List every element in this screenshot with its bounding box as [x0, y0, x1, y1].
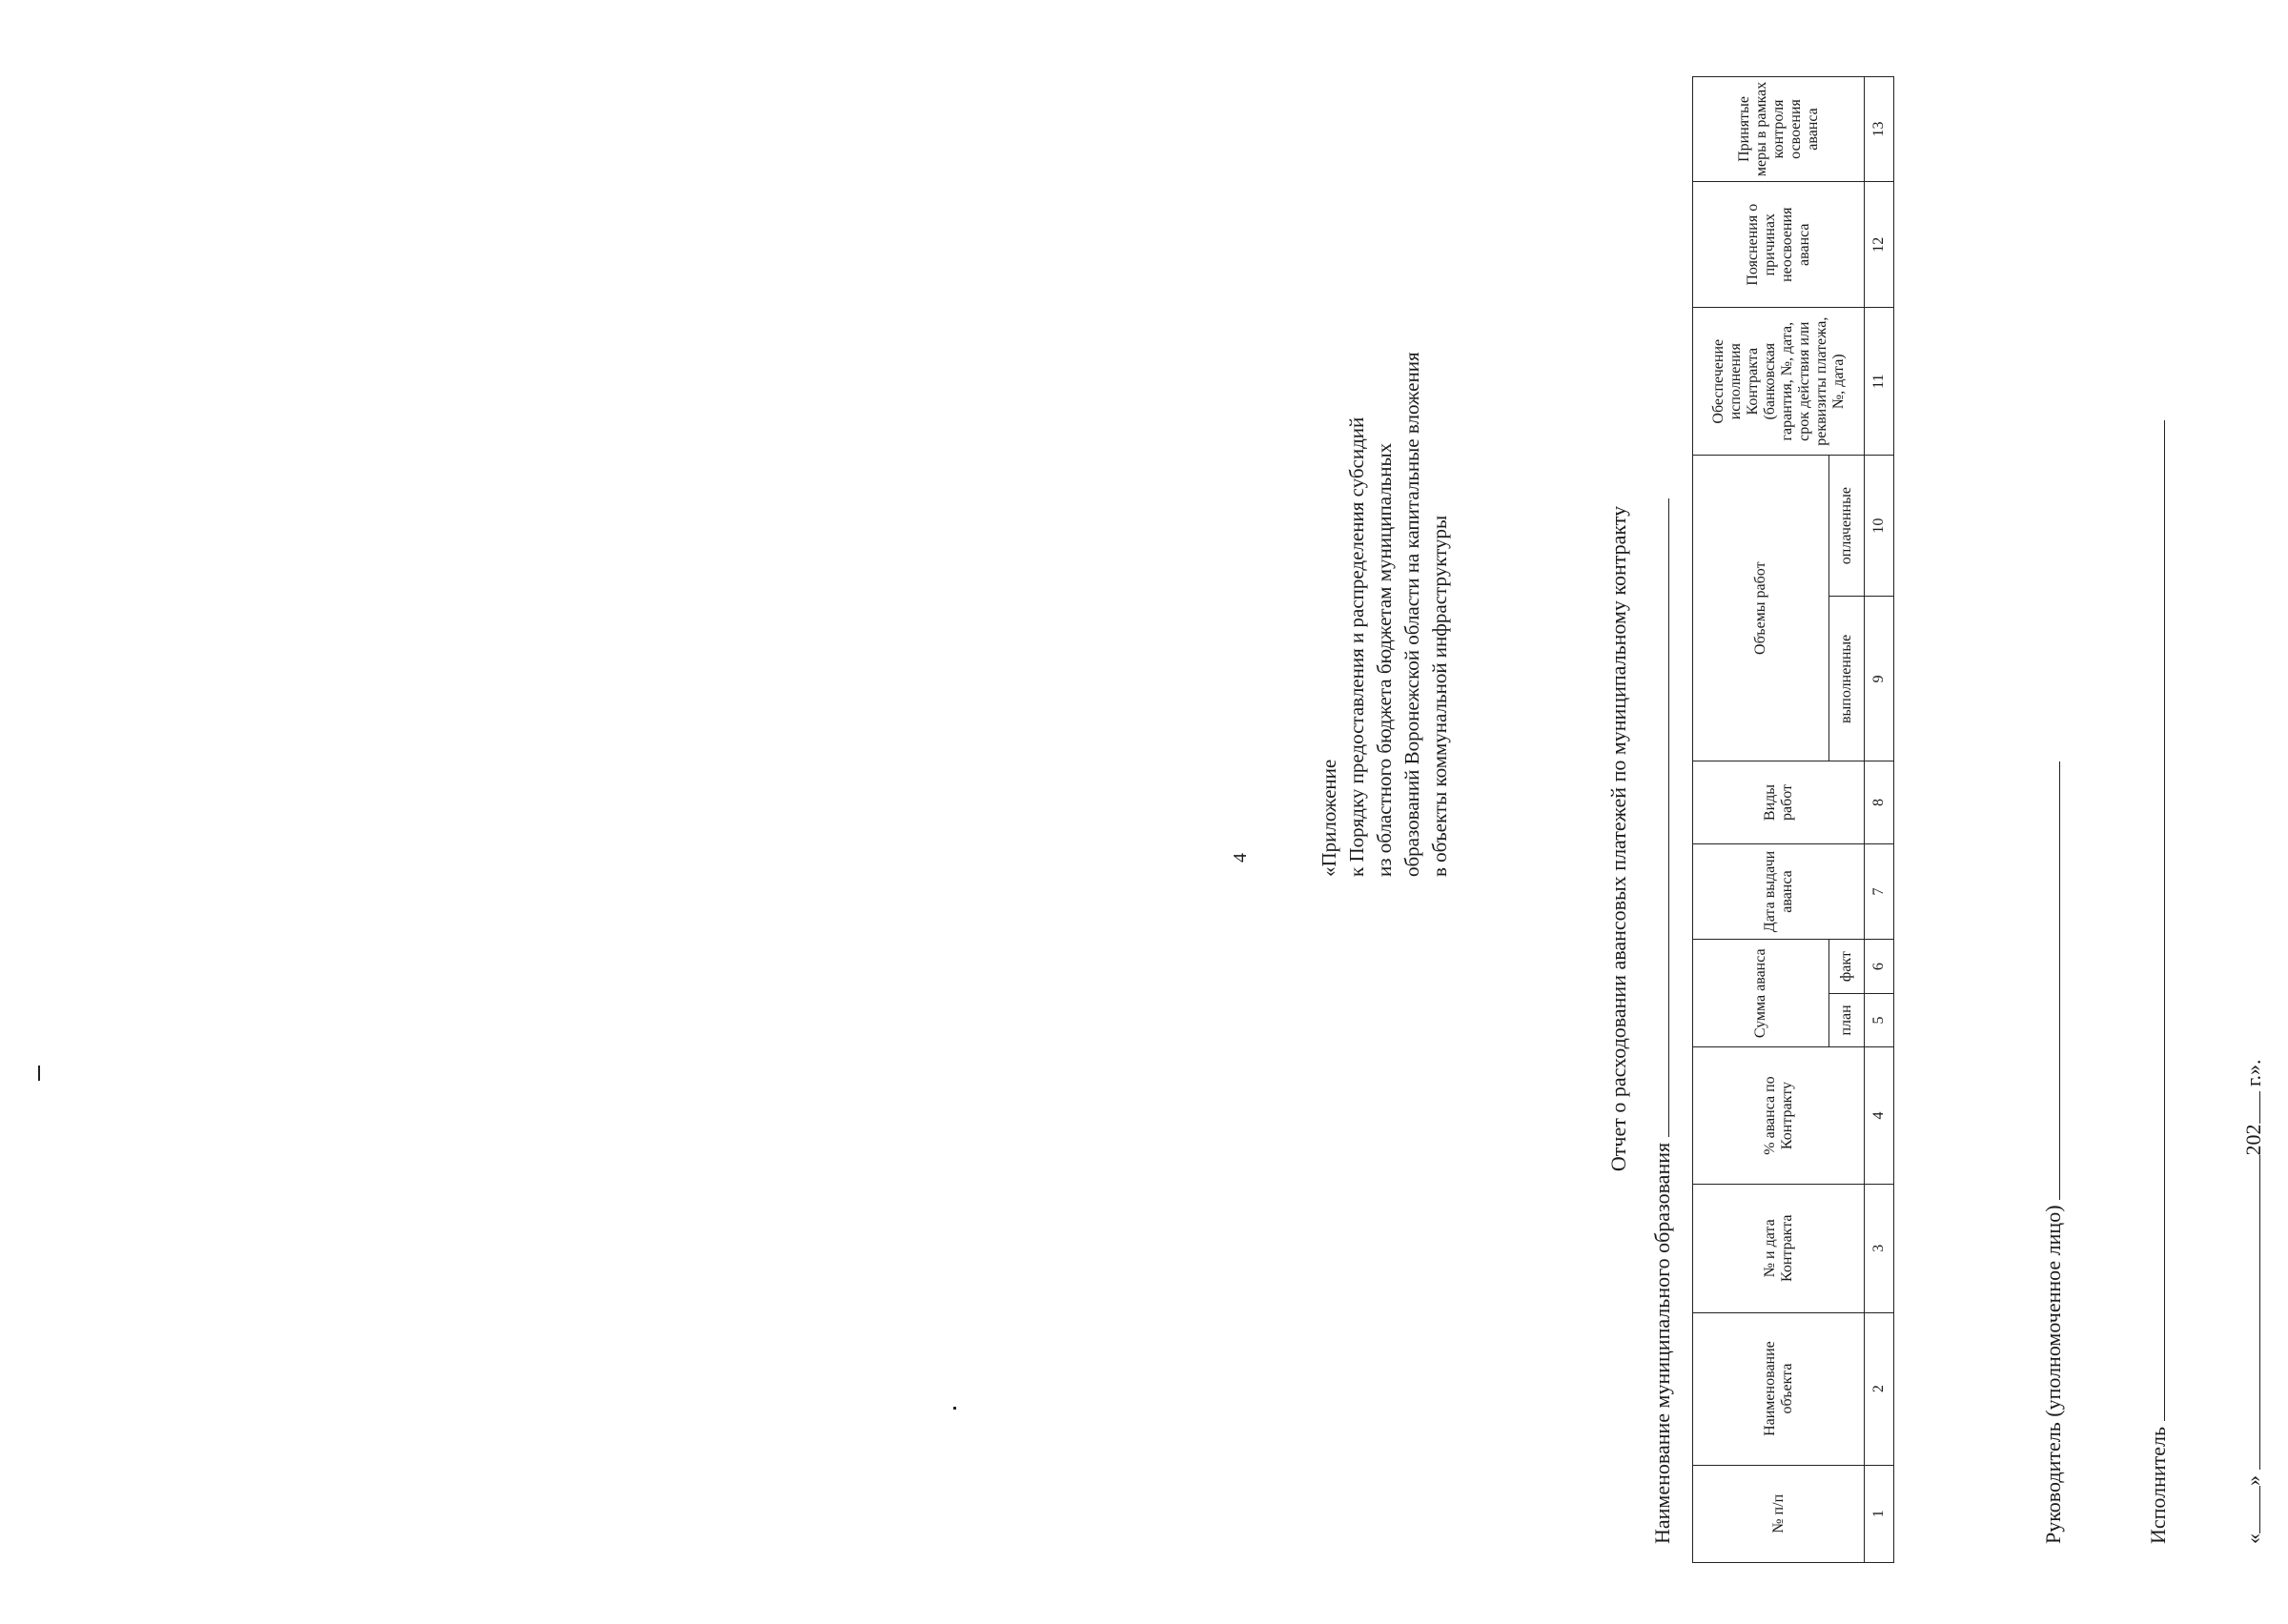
header-cell-advance-percent: % аванса по Контракту: [1693, 1047, 1865, 1185]
report-title: [1606, 76, 1631, 1601]
advance-report-table: [1692, 76, 1894, 1563]
header-cell-advance-date: Дата выдачи аванса: [1693, 843, 1865, 940]
appendix-line: из областного бюджета бюджетам муниципальных: [1373, 442, 1396, 877]
column-number-cell: 13: [1865, 77, 1894, 182]
column-number-cell: 1: [1865, 1465, 1894, 1562]
year-prefix: 202: [2241, 1124, 2265, 1156]
appendix-line: «Приложение: [1318, 759, 1340, 877]
date-close-quote: »: [2241, 1475, 2265, 1486]
appendix-line: образований Воронежской области на капитальные вложения: [1400, 352, 1423, 877]
column-number-cell: 7: [1865, 843, 1894, 940]
column-number-cell: 5: [1865, 993, 1894, 1046]
subheader-cell-paid: оплаченные: [1829, 455, 1865, 596]
date-open-quote: «: [2241, 1533, 2265, 1544]
month-blank: [2240, 1156, 2260, 1471]
scan-speck: [953, 1407, 956, 1410]
header-cell-explanations: Пояснения о причинах неосвоения аванса: [1693, 181, 1865, 308]
date-line: [2240, 1059, 2266, 1544]
column-number-cell: 11: [1865, 308, 1894, 455]
day-blank: [2240, 1486, 2260, 1533]
scan-speck: [38, 1066, 40, 1081]
executor-signature-line: [2145, 420, 2171, 1544]
column-number-row: [1865, 77, 1894, 1563]
column-number-cell: 4: [1865, 1047, 1894, 1185]
column-number-cell: 2: [1865, 1312, 1894, 1465]
report-title-text: Отчет о расходовании авансовых платежей по муниципальному контракту: [1606, 505, 1630, 1172]
municipality-label: Наименование муниципального образования: [1650, 1142, 1674, 1544]
column-number-cell: 9: [1865, 597, 1894, 761]
header-cell-object-name: Наименование объекта: [1693, 1312, 1865, 1465]
column-number-cell: 10: [1865, 455, 1894, 596]
head-signature-line: [2040, 761, 2066, 1544]
year-blank: [2240, 1092, 2260, 1125]
column-number-cell: 3: [1865, 1184, 1894, 1312]
appendix-line: в объекты коммунальной инфраструктуры: [1428, 515, 1451, 877]
executor-signature-blank: [2145, 420, 2165, 1421]
head-label: Руководитель (уполномоченное лицо): [2041, 1205, 2065, 1544]
subheader-cell-plan: план: [1829, 993, 1865, 1046]
page-number: 4: [1230, 853, 1251, 863]
column-number-cell: 12: [1865, 181, 1894, 308]
subheader-cell-fact: факт: [1829, 940, 1865, 993]
header-cell-contract-security: Обеспечение исполнения Контракта (банковская гарантия, №, дата, срок действия или реквизиты платежа, №, дата): [1693, 308, 1865, 455]
subheader-cell-completed: выполненные: [1829, 597, 1865, 761]
appendix-header: [1316, 95, 1454, 877]
header-cell-number: № п/п: [1693, 1465, 1865, 1562]
year-suffix: г.».: [2241, 1059, 2265, 1086]
appendix-line: к Порядку предоставления и распределения субсидий: [1345, 416, 1368, 877]
header-row: [1693, 77, 1829, 1563]
head-signature-blank: [2040, 761, 2060, 1200]
column-number-cell: 6: [1865, 940, 1894, 993]
header-cell-contract: № и дата Контракта: [1693, 1184, 1865, 1312]
municipality-line: [1649, 498, 1675, 1544]
header-cell-work-types: Виды работ: [1693, 761, 1865, 843]
landscape-sheet: [1230, 76, 2288, 1601]
header-cell-work-volumes: Объемы работ: [1693, 455, 1829, 761]
column-number-cell: 8: [1865, 761, 1894, 843]
executor-label: Исполнитель: [2146, 1426, 2170, 1544]
municipality-blank: [1649, 498, 1669, 1137]
header-cell-advance-sum: Сумма аванса: [1693, 940, 1829, 1047]
header-cell-measures: Принятые меры в рамках контроля освоения аванса: [1693, 77, 1865, 182]
